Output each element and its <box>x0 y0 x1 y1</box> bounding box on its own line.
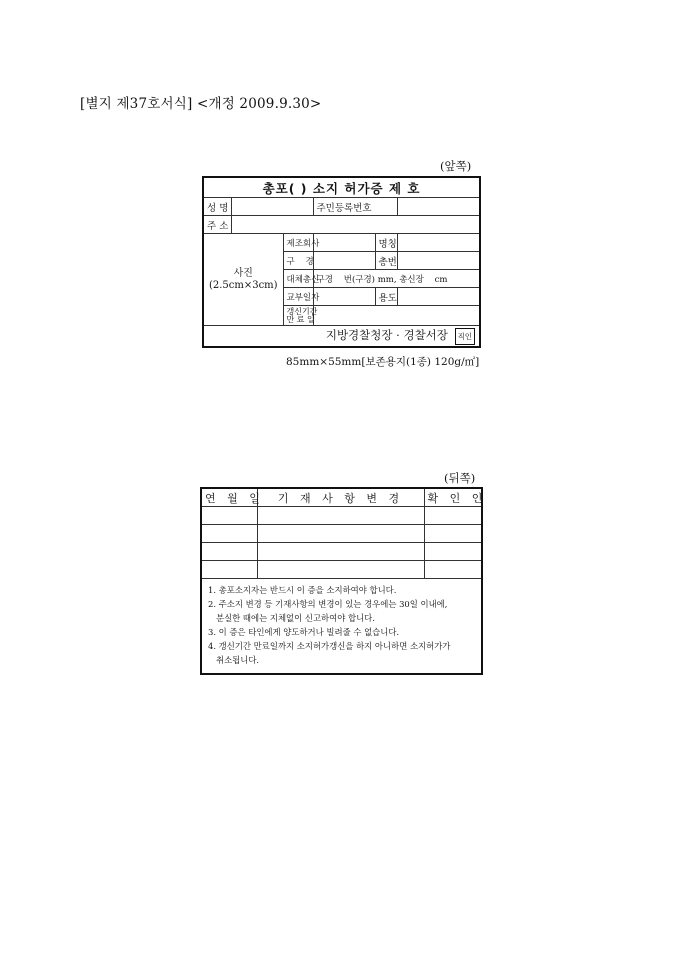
resident-no-label: 주민등록번호 <box>313 198 397 216</box>
purpose-value <box>397 288 480 306</box>
notice-item: 분실한 때에는 지체없이 신고하여야 합니다. <box>208 613 375 623</box>
header-confirm: 확 인 인 <box>424 488 482 507</box>
issuer-row <box>203 326 480 348</box>
header-date: 연 월 일 <box>201 488 257 507</box>
notice-item: 1. 총포소지자는 반드시 이 증을 소지하여야 합니다. <box>208 585 397 595</box>
gun-no-value <box>397 252 480 270</box>
table-row <box>201 507 482 525</box>
change-cell <box>257 525 424 543</box>
notice-section <box>201 579 482 675</box>
renewal-label-2: 만 료 일 <box>286 314 315 324</box>
address-label: 주 소 <box>203 216 231 234</box>
front-side-label: (앞쪽) <box>440 159 472 173</box>
change-cell <box>257 543 424 561</box>
confirm-cell <box>424 525 482 543</box>
caliber-value <box>313 252 375 270</box>
spec-label: 대체총신 <box>283 270 313 288</box>
change-cell <box>257 507 424 525</box>
table-row <box>201 561 482 579</box>
notice-item: 4. 갱신기간 만료일까지 소지허가갱신을 하지 아니하면 소지허가가 <box>208 641 451 651</box>
address-value <box>231 216 480 234</box>
resident-no-value <box>397 198 480 216</box>
manufacturer-label: 제조회사 <box>283 234 313 252</box>
date-cell <box>201 561 257 579</box>
notice-item: 3. 이 증은 타인에게 양도하거나 빌려줄 수 없습니다. <box>208 627 400 637</box>
back-side-label: (뒤쪽) <box>444 471 476 485</box>
photo-box <box>203 234 283 326</box>
permit-front-card <box>202 176 481 348</box>
gun-no-label: 총번 <box>375 252 397 270</box>
notice-item: 취소됩니다. <box>208 655 260 665</box>
purpose-label: 용도 <box>375 288 397 306</box>
renewal-label-1: 갱신기간 <box>286 306 318 316</box>
header-changes: 기 재 사 항 변 경 <box>257 488 424 507</box>
confirm-cell <box>424 507 482 525</box>
issue-date-value <box>313 288 375 306</box>
date-cell <box>201 525 257 543</box>
confirm-cell <box>424 561 482 579</box>
name-value <box>231 198 313 216</box>
permit-back-card <box>200 487 487 675</box>
date-cell <box>201 543 257 561</box>
permit-title: 총포( ) 소지 허가증 제 호 <box>203 177 480 198</box>
spec-value: 구경 번(구경) mm, 총신장 cm <box>313 270 480 288</box>
issue-date-label: 교부일자 <box>283 288 313 306</box>
date-cell <box>201 507 257 525</box>
table-row <box>201 525 482 543</box>
photo-label: 사진 <box>233 267 253 279</box>
photo-size: (2.5cm×3cm) <box>208 279 278 291</box>
renewal-value <box>313 306 480 326</box>
notice-item: 2. 주소지 변경 등 기재사항의 변경이 있는 경우에는 30일 이내에, <box>208 599 448 609</box>
card-spec-caption: 85mm×55mm[보존용지(1종) 120g/㎡] <box>286 356 480 368</box>
table-row <box>201 543 482 561</box>
model-label: 명칭 <box>375 234 397 252</box>
form-header: [별지 제37호서식] <개정 2009.9.30> <box>80 96 322 112</box>
renewal-label <box>283 306 318 326</box>
change-cell <box>257 561 424 579</box>
model-value <box>397 234 480 252</box>
manufacturer-value <box>313 234 375 252</box>
official-seal: 직인 <box>455 328 476 345</box>
caliber-label: 구 경 <box>283 252 313 270</box>
confirm-cell <box>424 543 482 561</box>
name-label: 성 명 <box>203 198 231 216</box>
issuer-name: 지방경찰청장 · 경찰서장 <box>325 328 448 343</box>
